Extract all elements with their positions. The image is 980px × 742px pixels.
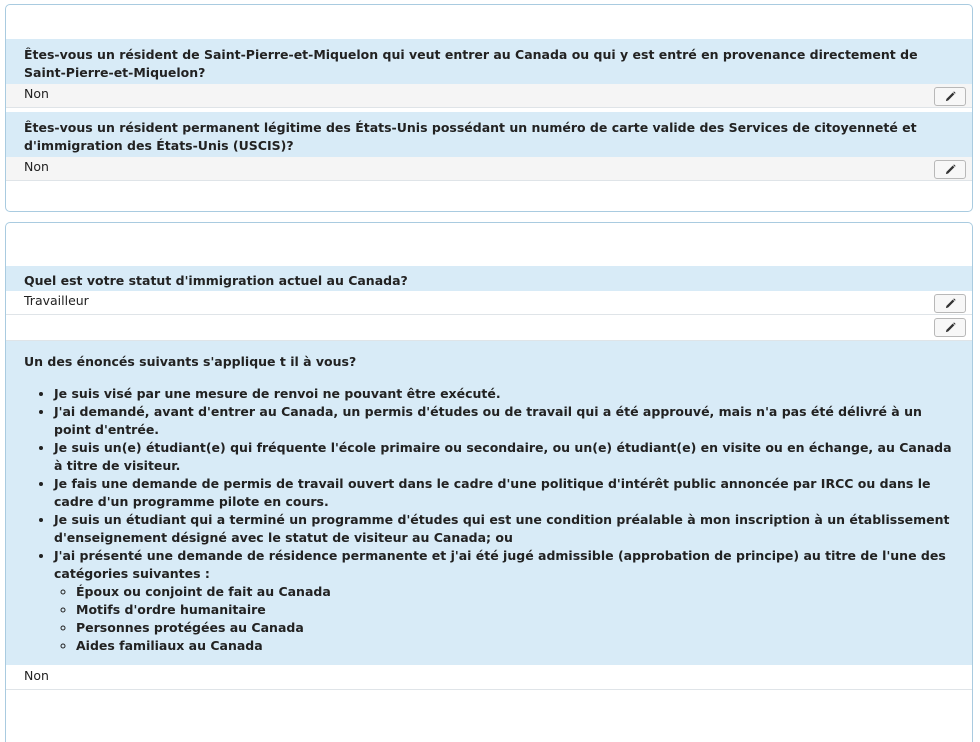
answer-row-empty [6,315,972,341]
category-item: ◦ Époux ou conjoint de fait au Canada [76,583,954,601]
answer-value: Non [24,159,49,174]
question-statements [6,341,972,665]
edit-uscis-button[interactable] [934,160,966,179]
answer-row-saint-pierre [6,84,972,108]
panel-residency [5,4,973,212]
question-uscis: Êtes-vous un résident permanent légitime des États-Unis possédant un numéro de carte valide des Services de citoyenneté et d'immigration des États-Unis (USCIS)? [6,112,972,157]
question-status: Quel est votre statut d'immigration actuel au Canada? [6,266,972,291]
statements-question-text: Un des énoncés suivants s'applique t il à vous? [24,354,357,369]
edit-empty-button[interactable] [934,318,966,337]
statement-text: J'ai présenté une demande de résidence permanente et j'ai été jugé admissible (approbation de principe) au titre de l'une des catégories suivantes : [54,548,946,581]
statement-item: • Je suis un(e) étudiant(e) qui fréquente l'école primaire ou secondaire, ou un(e) étudiant(e) en visite ou en échange, au Canada à titre de visiteur. [54,439,954,475]
answer-value: Travailleur [24,293,89,308]
answer-value: Non [24,86,49,101]
answer-row-uscis [6,157,972,181]
statement-item: • Je suis visé par une mesure de renvoi ne pouvant être exécuté. [54,385,954,403]
panel-immigration-status [5,222,973,742]
panel-header-spacer [6,223,972,266]
category-item: ◦ Personnes protégées au Canada [76,619,954,637]
statement-item: • Je suis un étudiant qui a terminé un programme d'études qui est une condition préalable à mon inscription à un établissement d'enseignement désigné avec le statut de visiteur au Canada; ou [54,511,954,547]
question-saint-pierre: Êtes-vous un résident de Saint-Pierre-et-Miquelon qui veut entrer au Canada ou qui y est entré en provenance directement de Saint-Pierre-et-Miquelon? [6,39,972,84]
pencil-icon [945,322,956,333]
statement-item: • J'ai demandé, avant d'entrer au Canada, un permis d'études ou de travail qui a été approuvé, mais n'a pas été délivré à un point d'entrée. [54,403,954,439]
statements-list [24,385,954,655]
answer-row-statements [6,665,972,690]
answer-value: Non [24,668,49,683]
pencil-icon [945,91,956,102]
answer-row-status [6,291,972,315]
panel-header-spacer [6,5,972,39]
pencil-icon [945,298,956,309]
statement-item-categories [54,547,954,655]
edit-status-button[interactable] [934,294,966,313]
pencil-icon [945,164,956,175]
categories-list [54,583,954,655]
category-item: ◦ Motifs d'ordre humanitaire [76,601,954,619]
statement-item: • Je fais une demande de permis de travail ouvert dans le cadre d'une politique d'intérêt public annoncée par IRCC ou dans le cadre d'un programme pilote en cours. [54,475,954,511]
category-item: ◦ Aides familiaux au Canada [76,637,954,655]
edit-saint-pierre-button[interactable] [934,87,966,106]
